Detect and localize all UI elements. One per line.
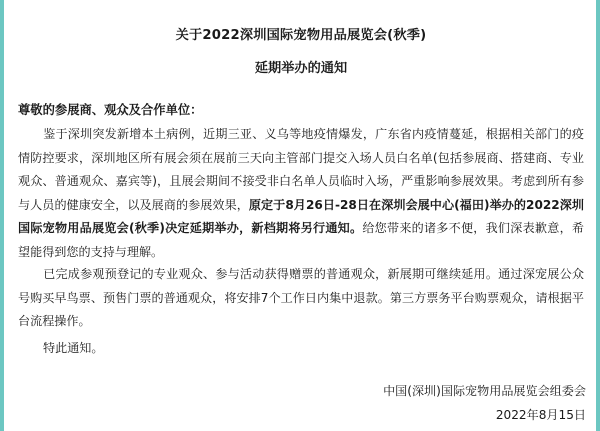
- notice-title-line1: 关于2022深圳国际宠物用品展览会(秋季): [175, 28, 427, 43]
- notice-paragraph-1: [18, 123, 584, 265]
- signature-date: 2022年8月15日: [495, 408, 586, 422]
- notice-salutation: 尊敬的参展商、观众及合作单位：: [18, 103, 203, 117]
- notice-paragraph-2: [18, 263, 584, 334]
- paragraph-2-text: 已完成参观预登记的专业观众、参与活动获得赠票的普通观众，新展期可继续延用。通过深宠展公众号购买早鸟票、预售门票的普通观众，将安排7个工作日内集中退款。第三方票务平台购票观众，请根据平台流程操作。: [18, 267, 584, 329]
- paragraph-1-text-b: 给您带来的诸多不便，我们深表歉意，希望能得到您的支持与理解。: [18, 221, 584, 259]
- signature-organization: 中国(深圳)国际宠物用品展览会组委会: [383, 384, 586, 398]
- notice-paragraph-3: [18, 337, 584, 361]
- notice-title-line2: 延期举办的通知: [254, 61, 348, 76]
- paragraph-1-text-a: 鉴于深圳突发新增本土病例，近期三亚、义乌等地疫情爆发，广东省内疫情蔓延，根据相关部门的疫情防控要求，深圳地区所有展会须在展前三天向主管部门提交入场人员白名单(包括参展商、搭建商、专业观众、普通观众、嘉宾等)，且展会期间不接受非白名单人员临时入场，严重影响参展效果。考虑到所有参与人员的健康安全，以及展商的参展效果，: [18, 127, 584, 212]
- paragraph-3-text: 特此通知。: [43, 341, 104, 355]
- paragraph-1-highlight: 原定于8月26日-28日在深圳会展中心(福田)举办的2022深圳国际宠物用品展览会(秋季)决定延期举办，新档期将另行通知。: [18, 197, 584, 236]
